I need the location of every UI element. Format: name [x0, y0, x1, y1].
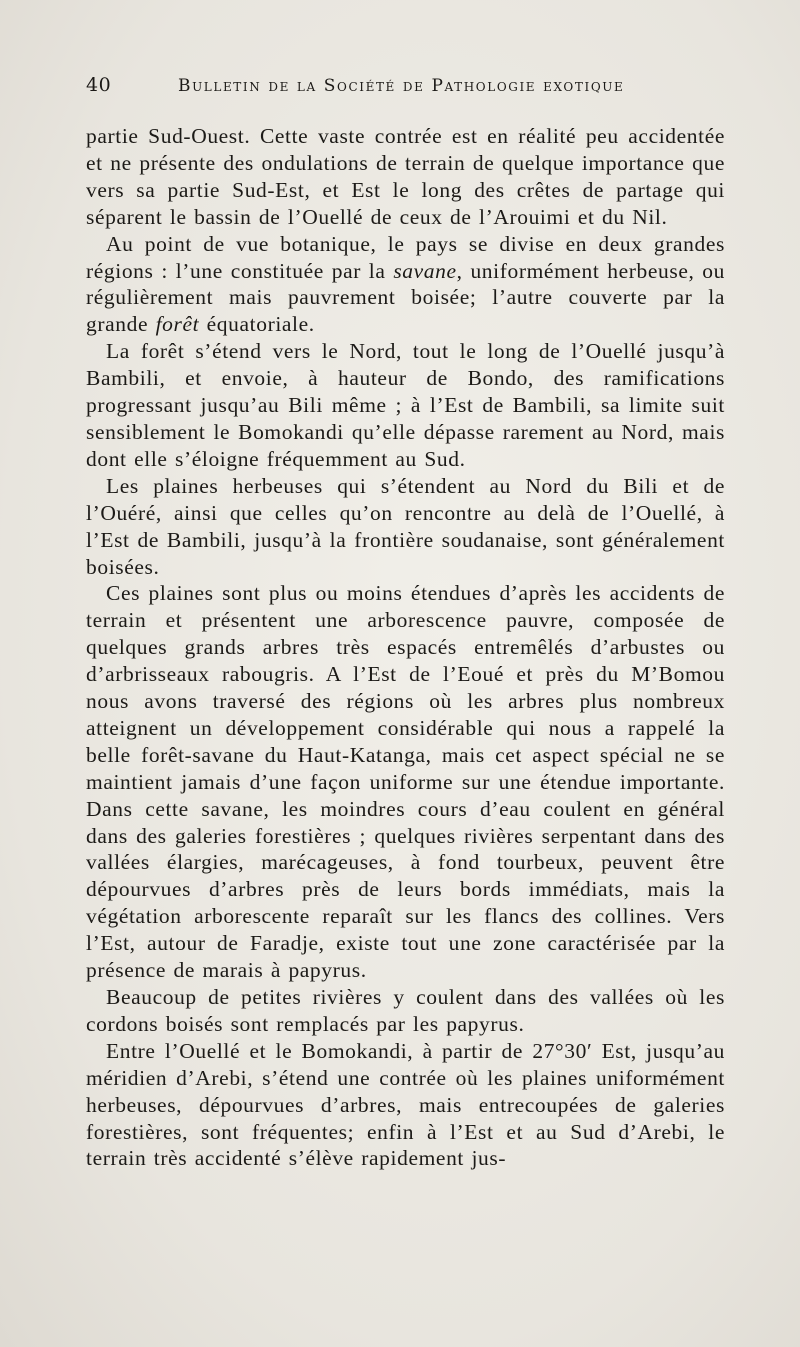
paragraph-text: La forêt s’étend vers le Nord, tout le long de l’Ouellé jusqu’à Bambili, et envoie, à hauteur de Bondo, des ramifications progressant jusqu’au Bili même ; à l’Est de Bambili, sa limite suit sensiblement le Bomokandi qu’elle dépasse rarement au Nord, mais dont elle s’éloigne fréquemment au Sud.	[86, 339, 725, 471]
italic-term-foret: forêt	[155, 312, 200, 337]
body-text	[86, 123, 725, 1172]
paragraph-continuation	[86, 123, 725, 231]
page-header	[86, 74, 726, 104]
running-head: Bulletin de la Société de Pathologie exotique	[178, 76, 625, 96]
paragraph-arborescence	[86, 580, 725, 984]
paragraph-papyrus	[86, 984, 725, 1038]
italic-term-savane: savane	[393, 258, 457, 283]
paragraph-plaines-herbeuses	[86, 473, 725, 581]
paragraph-text: équatoriale.	[199, 312, 315, 337]
paragraph-text: Beaucoup de petites rivières y coulent dans des vallées où les cordons boisés sont remplacés par les papyrus.	[86, 985, 725, 1036]
paragraph-text: partie Sud-Ouest. Cette vaste contrée est en réalité peu accidentée et ne présente des ondulations de terrain de quelque importance que vers sa partie Sud-Est, et Est le long des crêtes de partage qui séparent le bassin de l’Ouellé de ceux de l’Arouimi et du Nil.	[86, 124, 725, 229]
paragraph-ouelle-bomokandi	[86, 1038, 725, 1173]
paragraph-botanique	[86, 231, 725, 339]
paragraph-foret	[86, 338, 725, 473]
paragraph-text: Les plaines herbeuses qui s’étendent au Nord du Bili et de l’Ouéré, ainsi que celles qu’on rencontre au delà de l’Ouellé, à l’Est de Bambili, jusqu’à la frontière soudanaise, sont généralement boisées.	[86, 473, 725, 579]
paragraph-text: Entre l’Ouellé et le Bomokandi, à partir de 27°30′ Est, jusqu’au méridien d’Arebi, s’étend une contrée où les plaines uniformément herbeuses, dépourvues d’arbres, mais entrecoupées de galeries forestières, sont fréquentes; enfin à l’Est et au Sud d’Arebi, le terrain très accidenté s’élève rapidement jus-	[86, 1038, 725, 1171]
paragraph-text: Ces plaines sont plus ou moins étendues d’après les accidents de terrain et présentent une arborescence pauvre, composée de quelques grands arbres très espacés entremêlés d’arbustes ou d’arbrisseaux rabougris. A l’Est de l’Eoué et près du M’Bomou nous avons traversé des régions où les arbres plus nombreux atteignent un développement considérable qui nous a rappelé la belle forêt-savane du Haut-Katanga, mais cet aspect spécial ne se maintient jamais d’une façon uniforme sur une étendue importante. Dans cette savane, les moindres cours d’eau coulent en général dans des galeries forestières ; quelques rivières serpentant dans des vallées élargies, marécageuses, à fond tourbeux, peuvent être dépourvues d’arbres près de leurs bords immédiats, mais la végétation arborescente reparaît sur les flancs des collines. Vers l’Est, autour de Faradje, existe tout une zone caractérisée par la présence de marais à papyrus.	[86, 581, 725, 983]
page-number: 40	[86, 74, 112, 96]
paragraph-text: Au point de vue botanique, le pays se divise en deux grandes régions : l’une constituée par la	[86, 231, 725, 283]
paragraph-text: , uniformément herbeuse, ou régulièrement mais pauvrement boisée; l’autre couverte par la grande	[86, 258, 725, 337]
